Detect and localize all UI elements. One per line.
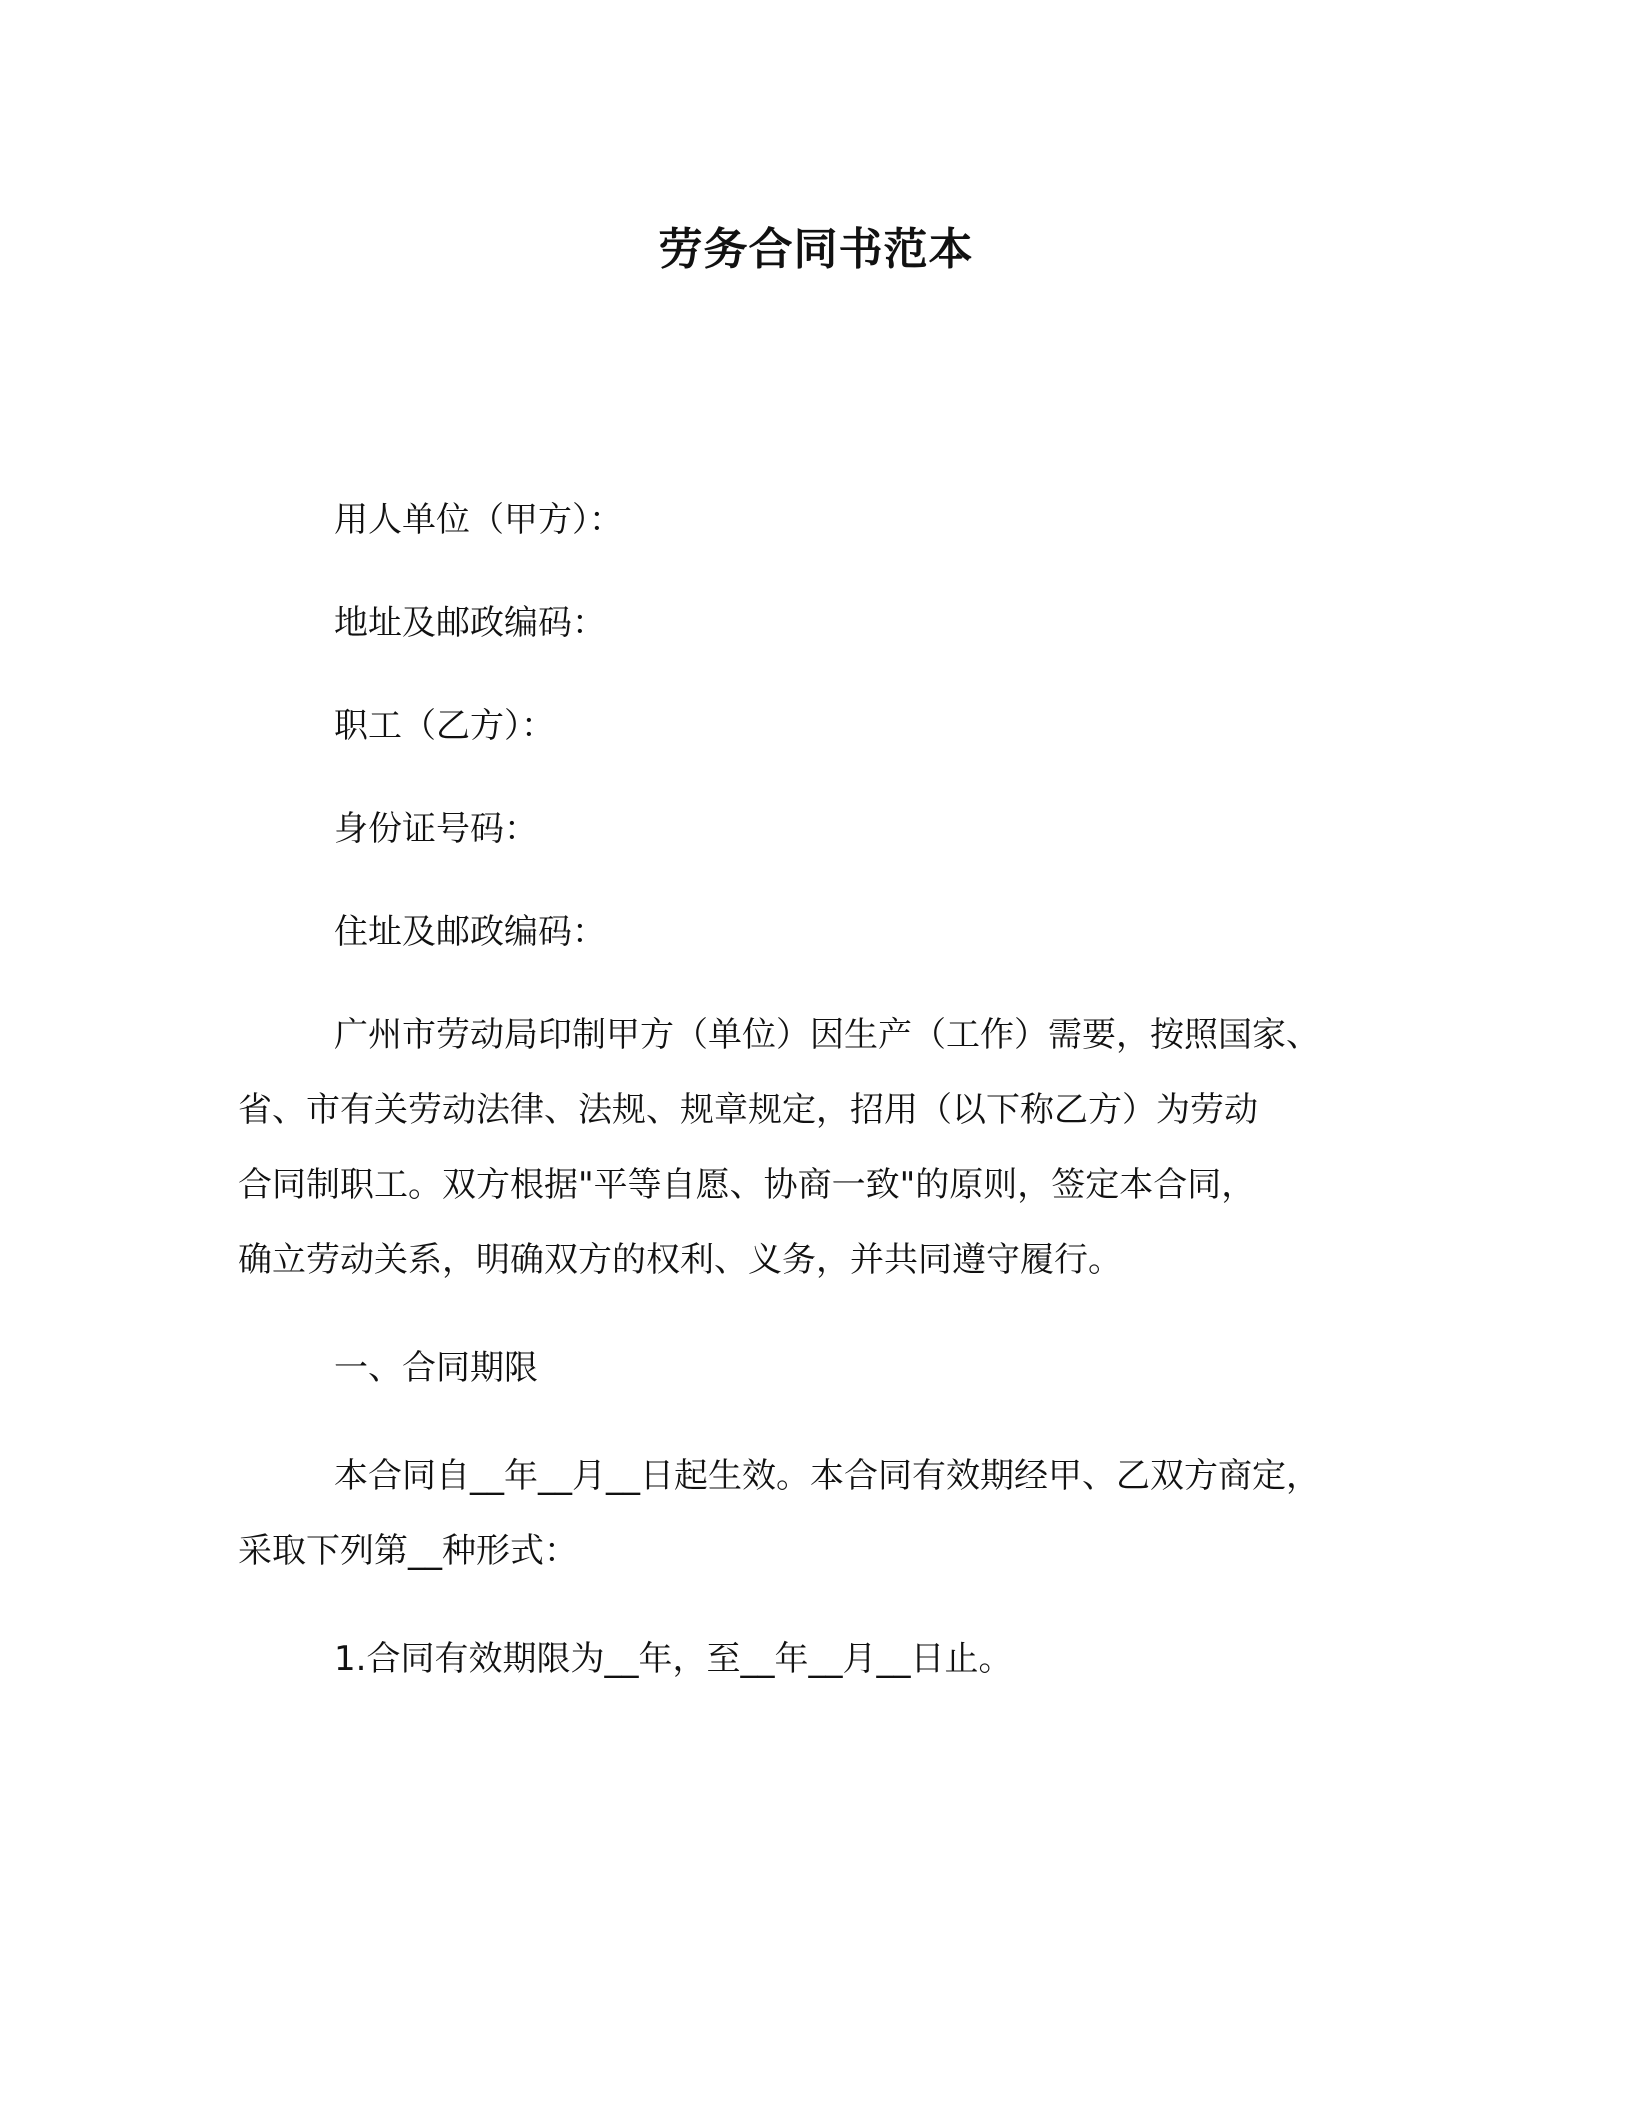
section-heading-contract-term: 一、合同期限	[334, 1348, 538, 1388]
employer-field-label: 用人单位（甲方）：	[334, 500, 623, 540]
preamble-line-4: 确立劳动关系，明确双方的权利、义务，并共同遵守履行。	[238, 1240, 1122, 1280]
contract-term-para-line-2: 采取下列第__种形式：	[238, 1531, 578, 1571]
contract-term-para-line-1: 本合同自__年__月__日起生效。本合同有效期经甲、乙双方商定，	[334, 1456, 1320, 1496]
preamble-line-3: 合同制职工。双方根据"平等自愿、协商一致"的原则，签定本合同，	[238, 1165, 1256, 1205]
document-title: 劳务合同书范本	[658, 224, 974, 275]
employee-field-label: 职工（乙方）：	[334, 706, 555, 746]
contract-term-item-1: 1.合同有效期限为__年，至__年__月__日止。	[334, 1639, 1013, 1679]
employer-address-field-label: 地址及邮政编码：	[334, 603, 606, 643]
id-number-field-label: 身份证号码：	[334, 809, 538, 849]
preamble-line-2: 省、市有关劳动法律、法规、规章规定，招用（以下称乙方）为劳动	[238, 1090, 1258, 1130]
employee-address-field-label: 住址及邮政编码：	[334, 912, 606, 952]
preamble-line-1: 广州市劳动局印制甲方（单位）因生产（工作）需要，按照国家、	[334, 1015, 1320, 1055]
